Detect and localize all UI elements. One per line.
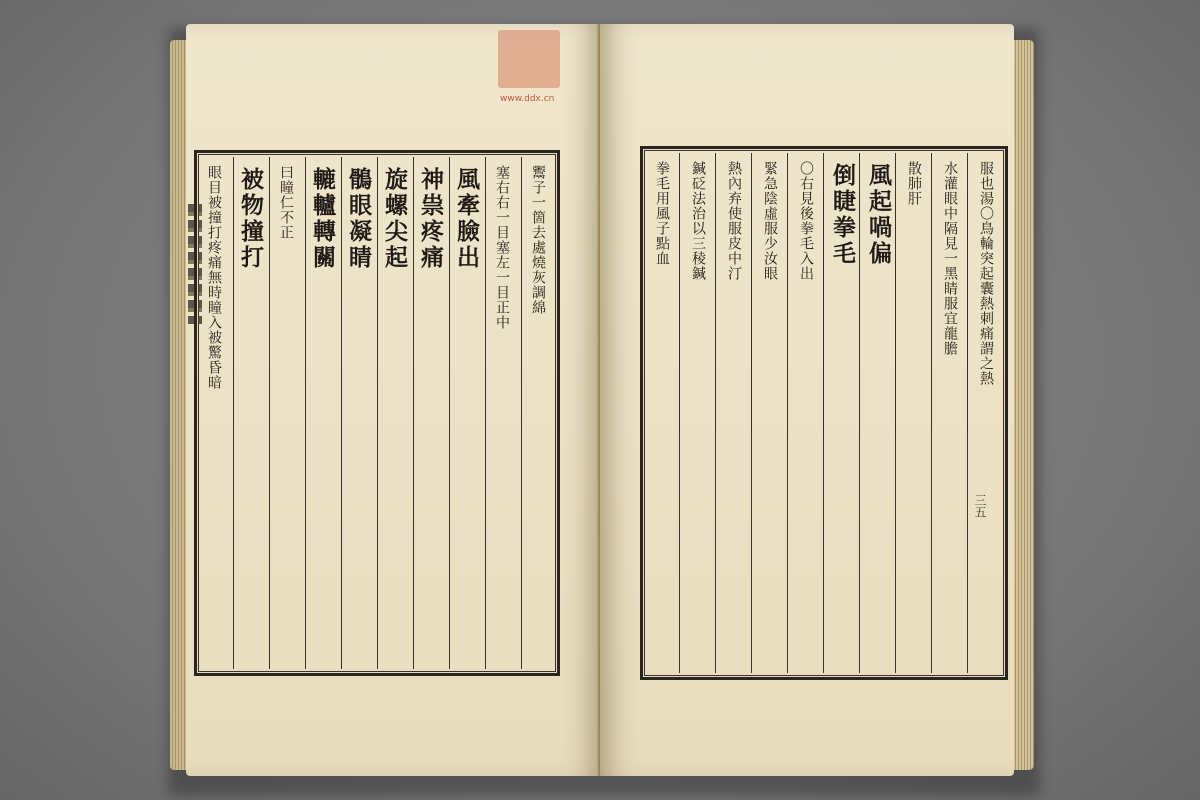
right-column-7: 熱內弃使服皮中汀 [726,161,742,281]
right-column-2: 散肺肝 [906,161,922,206]
right-column-3: 風起喎偏 [865,163,892,267]
left-column-6: 轆轤轉關 [309,167,336,271]
left-column-5: 鶻眼凝睛 [345,167,372,271]
left-column-0: 鬻子一箇去處燒灰調綿 [530,165,546,315]
right-column-5: 〇右見後拳毛入出 [798,161,814,281]
left-column-9: 眼目被撞打疼痛無時瞳入被驚昏暗 [206,165,222,390]
right-column-9: 拳毛用風子點血 [654,161,670,266]
left-column-1: 塞右右一目塞左一目正中 [494,165,510,330]
right-column-6: 緊急陰虛服少汝眼 [762,161,778,281]
left-column-8: 被物撞打 [237,167,264,271]
left-text-frame [194,150,560,676]
page-number: 三五 [973,494,987,518]
library-seal [498,30,560,88]
seal-caption: www.ddx.cn [500,94,555,104]
right-text-frame [640,146,1008,680]
right-column-1: 水灌眼中隔見一黑睛服宜龍膽 [942,161,958,356]
right-column-8: 鍼砭法治以三稜鍼 [690,161,706,281]
right-column-0: 服也湯〇鳥輪突起囊熱刺痛謂之熱 [978,161,994,386]
left-column-4: 旋螺尖起 [381,167,408,271]
left-column-3: 神祟疼痛 [417,167,444,271]
left-column-2: 風牽臉出 [453,167,480,271]
left-page [186,24,600,776]
right-page [600,24,1014,776]
left-column-7: 曰瞳仁不正 [278,165,294,240]
right-column-4: 倒睫拳毛 [829,163,856,267]
